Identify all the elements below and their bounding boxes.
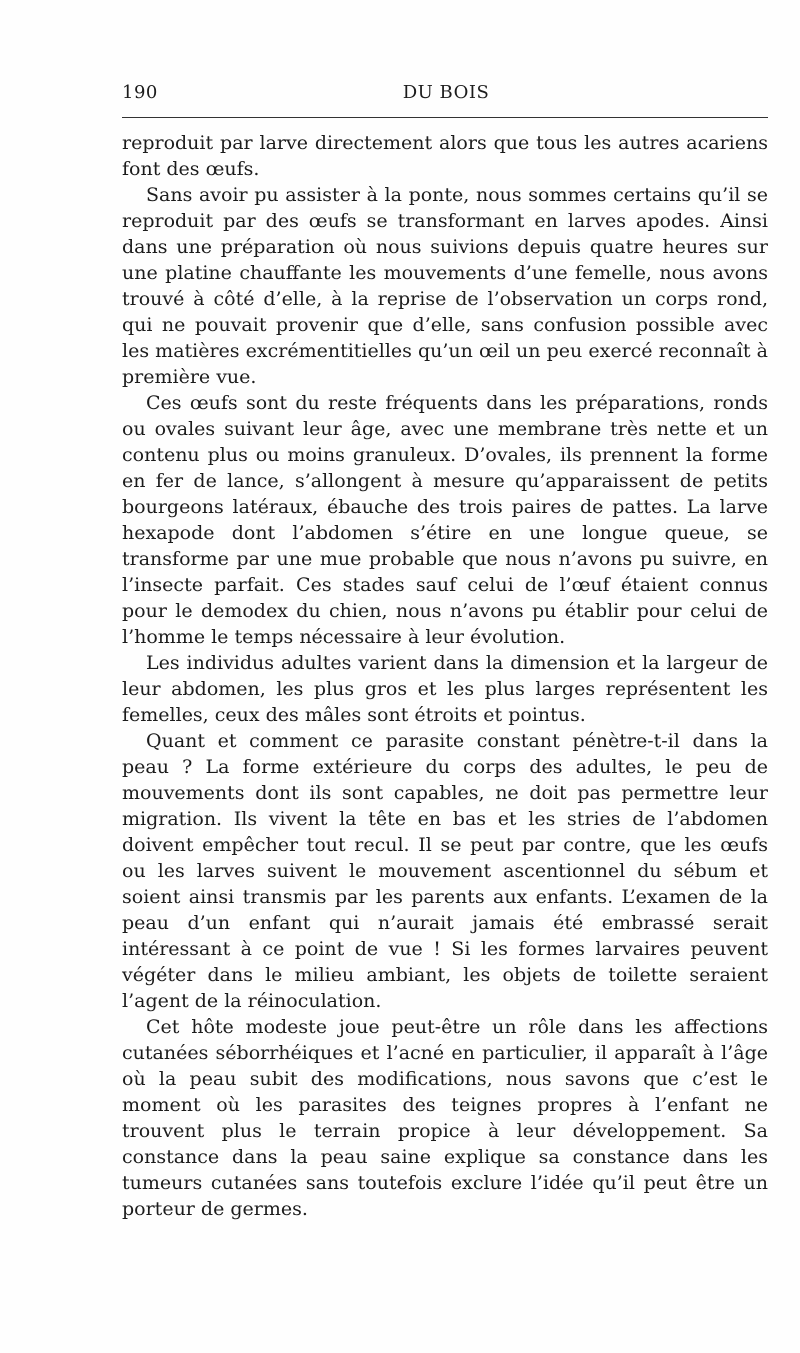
paragraph: Cet hôte modeste joue peut-être un rôle dans les affections cutanées séborrhéiques et l’acné en particulier, il apparaît à l’âge où la peau subit des modifications, nous savons que c’est le moment où les parasites des teignes propres à l’enfant ne trouvent plus le terrain propice à leur développement. Sa constance dans la peau saine explique sa constance dans les tumeurs cutanées sans toutefois exclure l’idée qu’il peut être un porteur de germes. [122, 1016, 768, 1220]
paragraph: Les individus adultes varient dans la dimension et la largeur de leur abdomen, les plus gros et les plus larges représentent les femelles, ceux des mâles sont étroits et pointus. [122, 652, 768, 726]
paragraph: Quant et comment ce parasite constant pénètre-t-il dans la peau ? La forme extérieure du corps des adultes, le peu de mouvements dont ils sont capables, ne doit pas permettre leur migration. Ils vivent la tête en bas et les stries de l’abdomen doivent empêcher tout recul. Il se peut par contre, que les œufs ou les larves suivent le mouvement ascentionnel du sébum et soient ainsi transmis par les parents aux enfants. L’examen de la peau d’un enfant qui n’aurait jamais été embrassé serait intéressant à ce point de vue ! Si les formes larvaires peuvent végéter dans le milieu ambiant, les objets de toilette seraient l’agent de la réinoculation. [122, 730, 768, 1012]
paragraph-continued: reproduit par larve directement alors que tous les autres acariens font des œufs. [122, 132, 768, 180]
paragraph: Ces œufs sont du reste fréquents dans les préparations, ronds ou ovales suivant leur âge, avec une membrane très nette et un contenu plus ou moins granuleux. D’ovales, ils prennent la forme en fer de lance, s’allongent à mesure qu’apparaissent de petits bourgeons latéraux, ébauche des trois paires de pattes. La larve hexapode dont l’abdomen s’étire en une longue queue, se transforme par une mue probable que nous n’avons pu suivre, en l’insecte parfait. Ces stades sauf celui de l’œuf étaient connus pour le demodex du chien, nous n’avons pu établir pour celui de l’homme le temps nécessaire à leur évolution. [122, 392, 768, 648]
running-title: DU BOIS [402, 82, 490, 103]
page-number: 190 [122, 82, 158, 103]
running-header [122, 82, 770, 112]
paragraph: Sans avoir pu assister à la ponte, nous sommes certains qu’il se reproduit par des œufs se transformant en larves apodes. Ainsi dans une préparation où nous suivions depuis quatre heures sur une platine chauffante les mouvements d’une femelle, nous avons trouvé à côté d’elle, à la reprise de l’observation un corps rond, qui ne pouvait provenir que d’elle, sans confusion possible avec les matières excrémentitielles qu’un œil un peu exercé reconnaît à première vue. [122, 184, 768, 388]
header-rule [122, 117, 768, 118]
body-text [122, 130, 768, 1222]
